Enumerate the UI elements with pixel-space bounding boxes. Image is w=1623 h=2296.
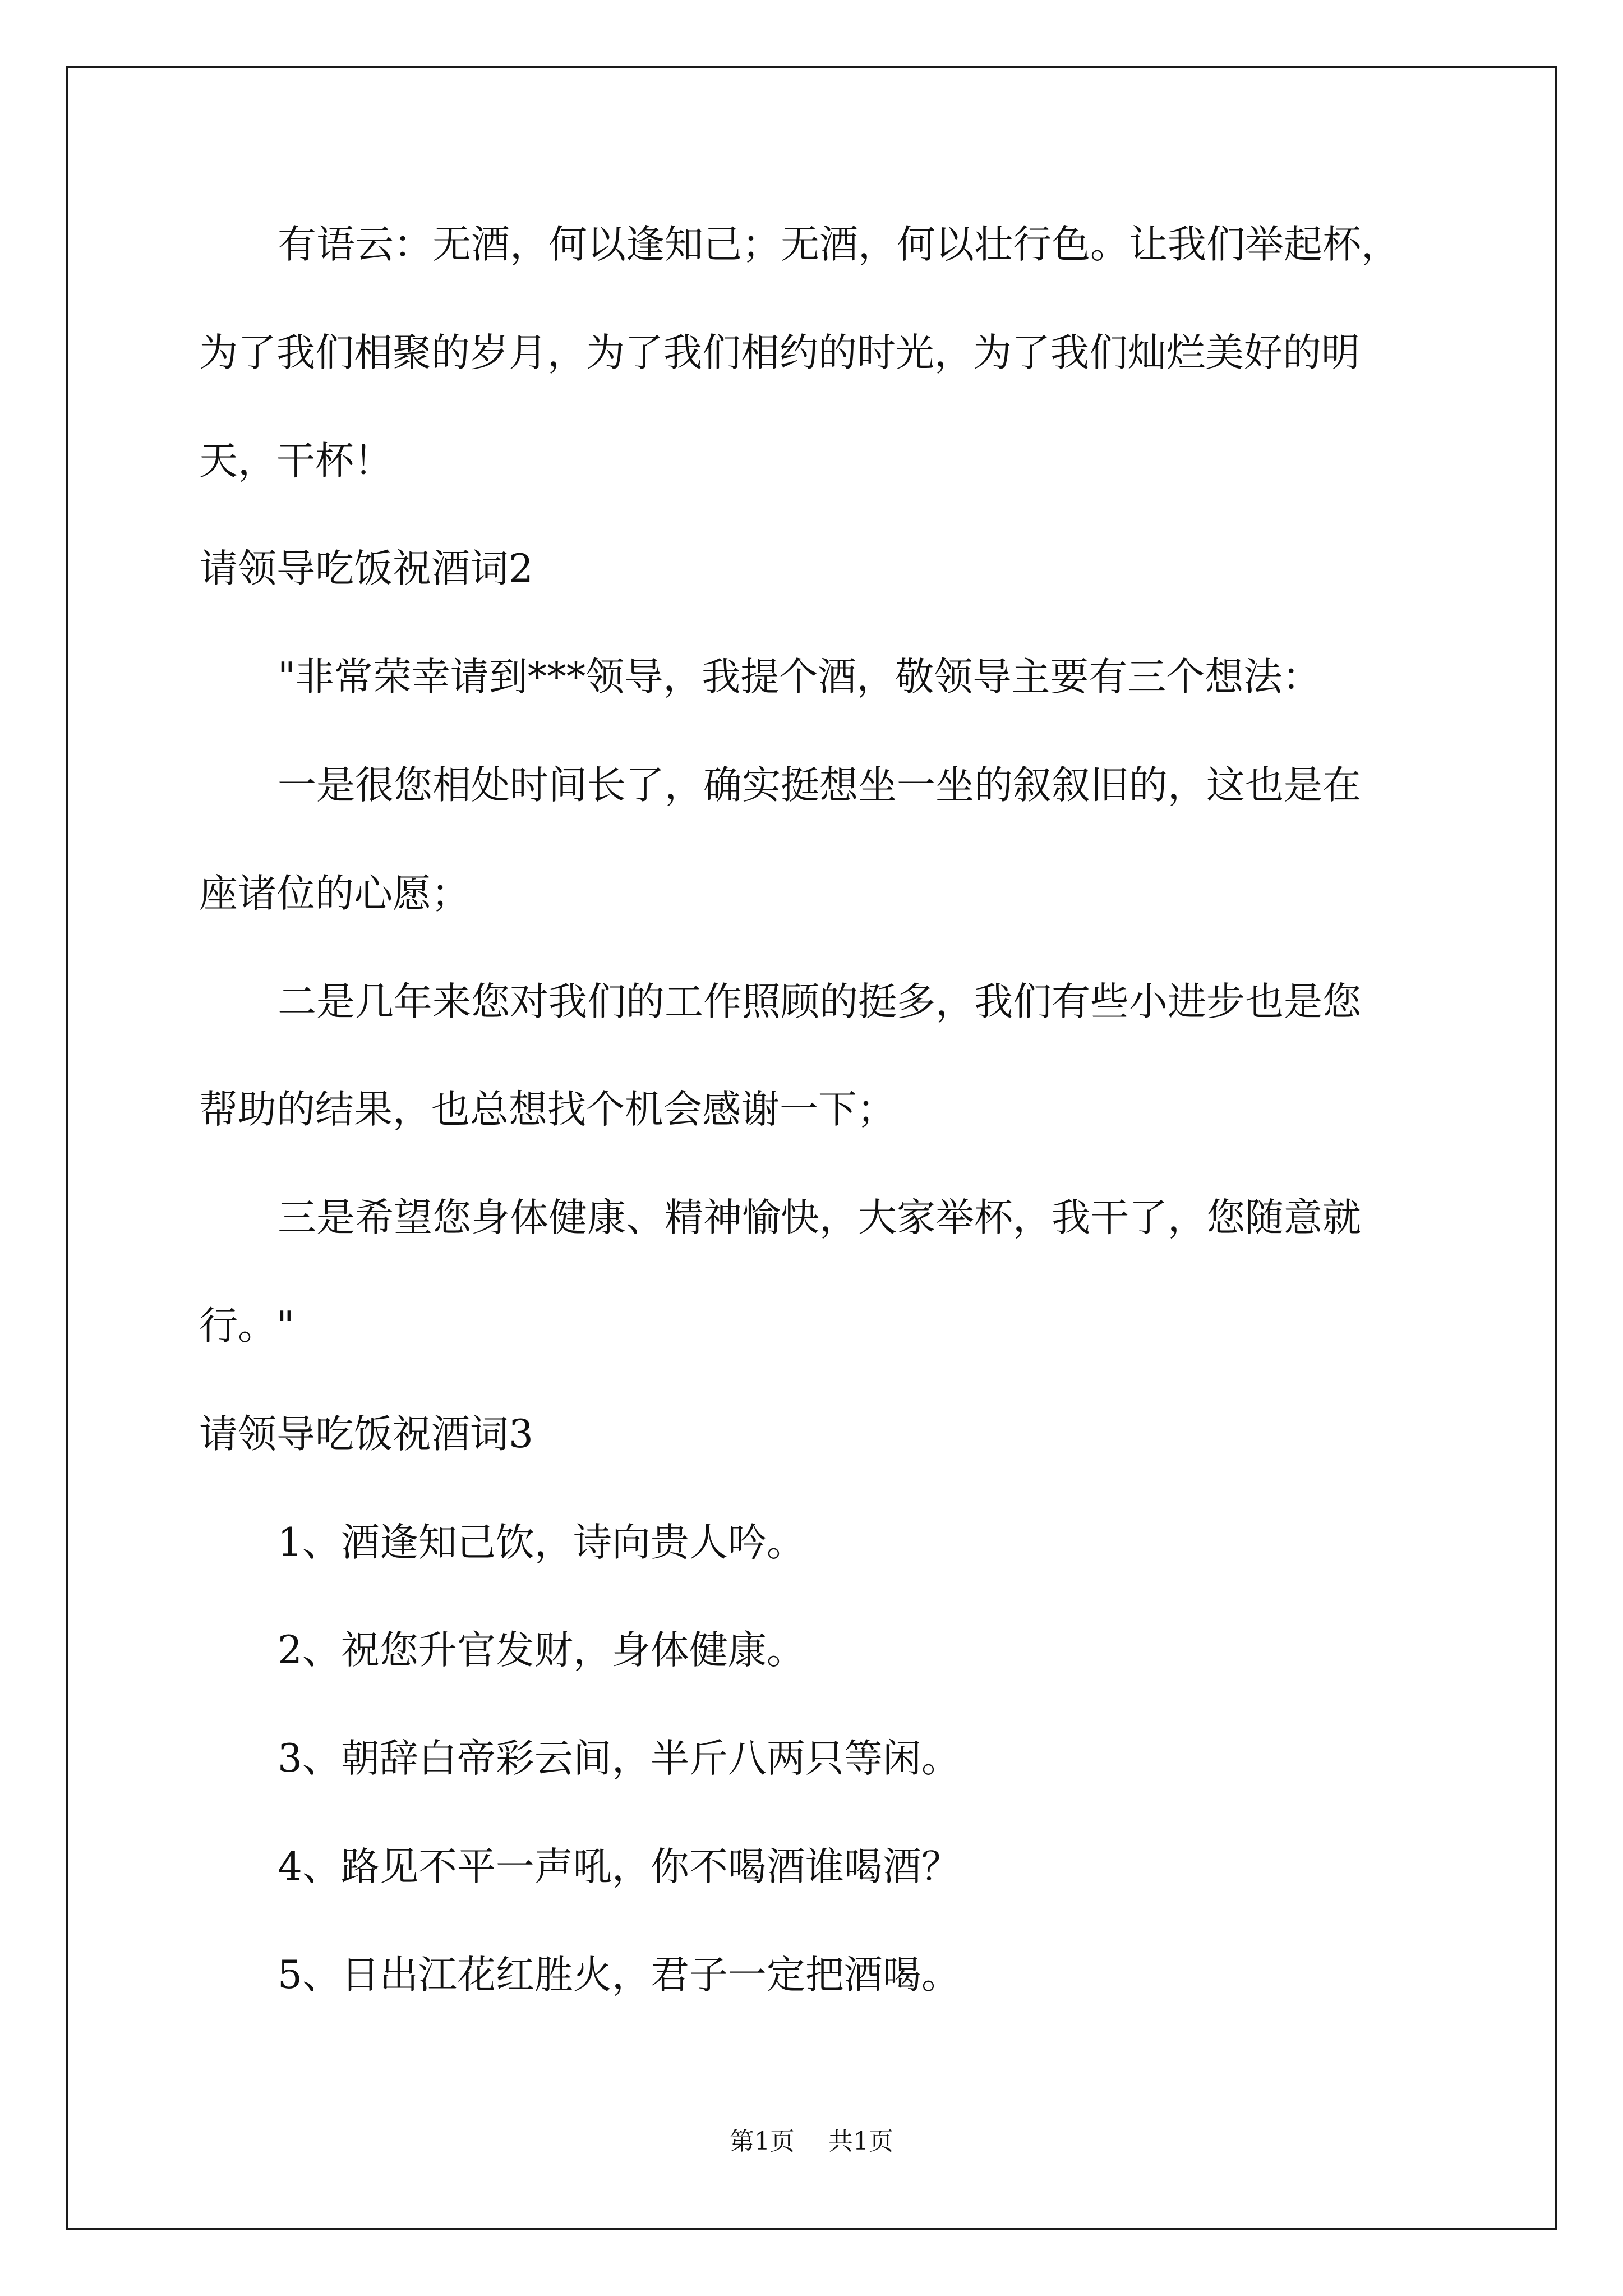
paragraph-line: 三是希望您身体健康、精神愉快，大家举杯，我干了，您随意就 [278, 1195, 1361, 1240]
paragraph-line: "非常荣幸请到***领导，我提个酒，敬领导主要有三个想法： [278, 655, 1321, 700]
list-item: 3、朝辞白帝彩云间，半斤八两只等闲。 [278, 1736, 960, 1781]
list-item: 4、路见不平一声吼，你不喝酒谁喝酒？ [278, 1844, 960, 1889]
page-footer [0, 2125, 1623, 2159]
paragraph-line: 为了我们相聚的岁月，为了我们相约的时光，为了我们灿烂美好的明 [199, 330, 1360, 375]
paragraph-line: 座诸位的心愿； [199, 871, 470, 916]
section-heading: 请领导吃饭祝酒词3 [199, 1412, 533, 1457]
list-item: 2、祝您升官发财，身体健康。 [278, 1628, 805, 1673]
list-item: 5、日出江花红胜火，君子一定把酒喝。 [278, 1953, 960, 1998]
section-heading: 请领导吃饭祝酒词2 [199, 546, 533, 591]
paragraph-line: 二是几年来您对我们的工作照顾的挺多，我们有些小进步也是您 [278, 979, 1361, 1024]
page-total: 共1页 [828, 2127, 893, 2156]
list-item: 1、酒逢知己饮，诗向贵人吟。 [278, 1520, 805, 1565]
paragraph-line: 行。" [199, 1304, 294, 1349]
page-border [66, 66, 1557, 2230]
paragraph-line: 有语云：无酒，何以逢知己；无酒，何以壮行色。让我们举起杯， [278, 222, 1400, 267]
paragraph-line: 帮助的结果，也总想找个机会感谢一下； [199, 1087, 896, 1132]
paragraph-line: 一是很您相处时间长了，确实挺想坐一坐的叙叙旧的，这也是在 [278, 763, 1361, 808]
paragraph-line: 天，干杯！ [199, 439, 393, 484]
page-number: 第1页 [730, 2127, 795, 2156]
